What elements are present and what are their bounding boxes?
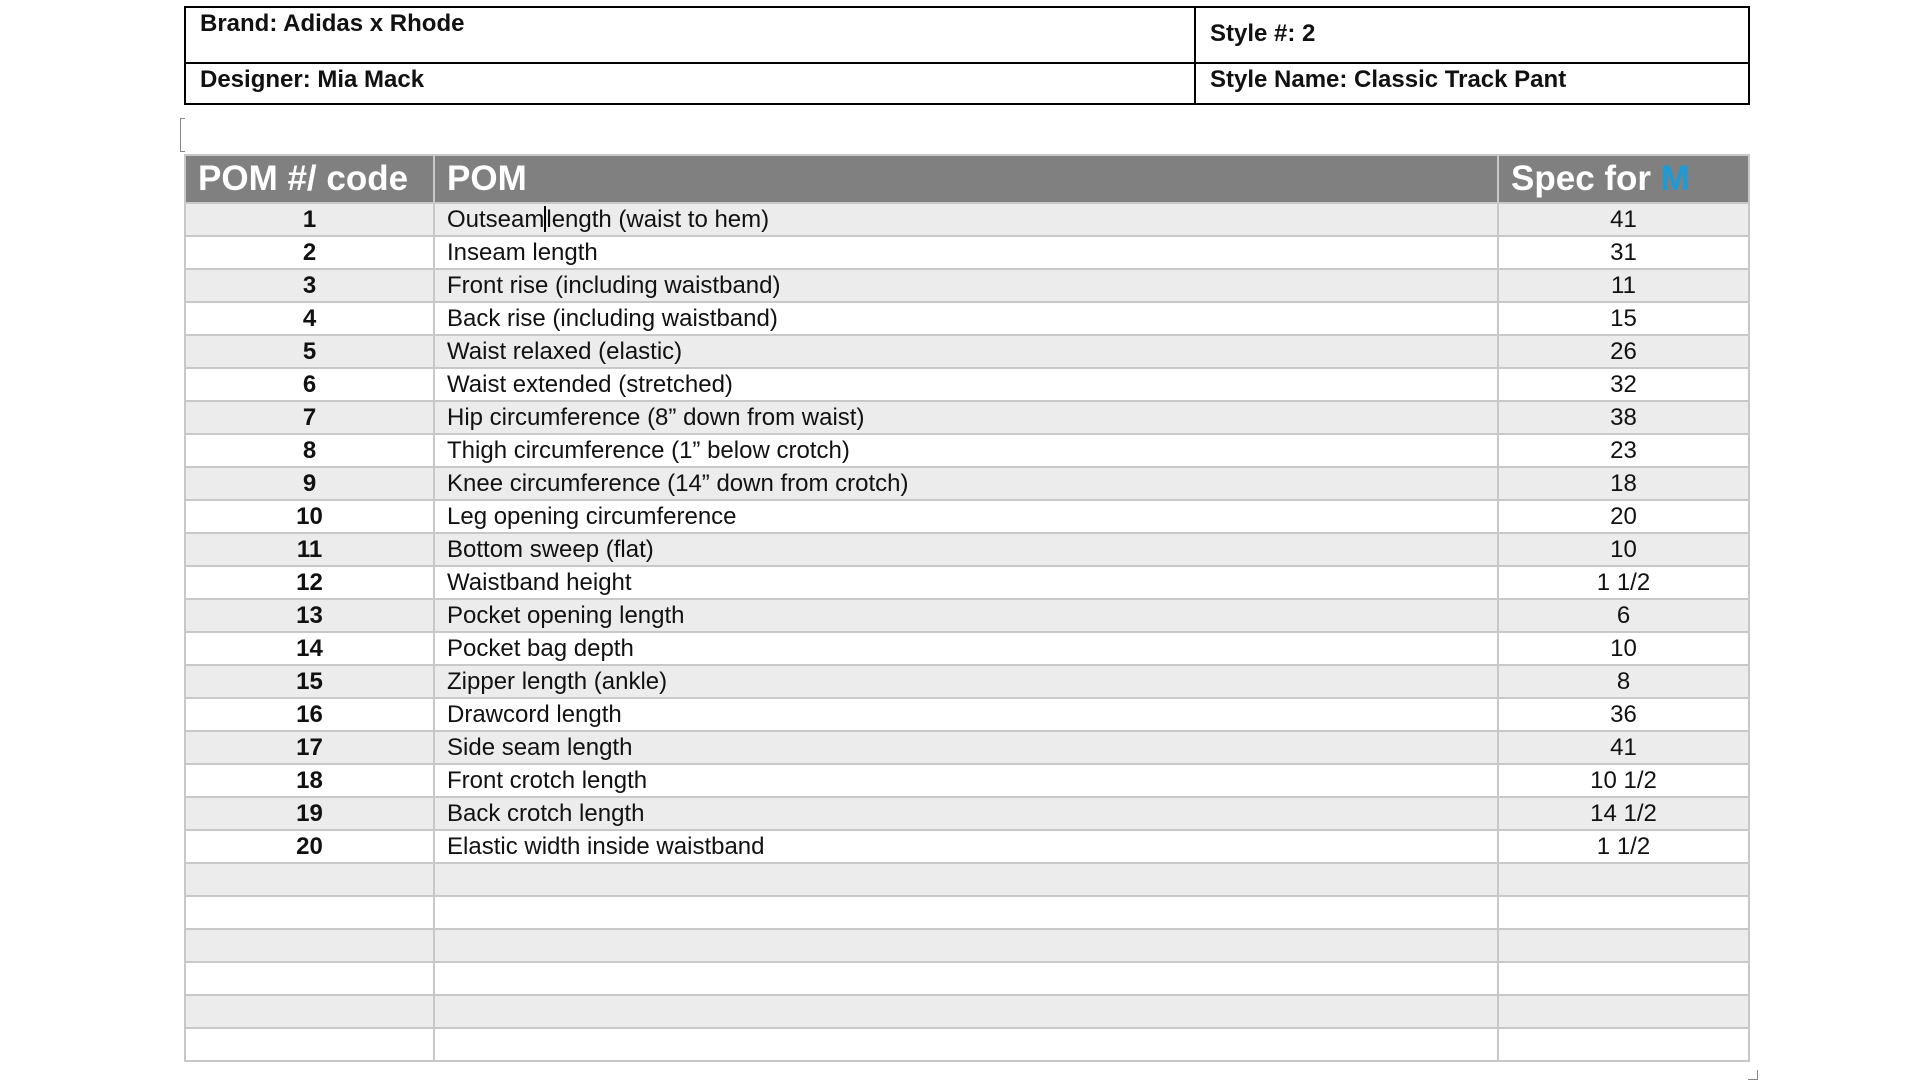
pom-code-cell[interactable]: 15	[185, 665, 434, 698]
empty-cell[interactable]	[1498, 929, 1749, 962]
empty-table-row	[185, 896, 1749, 929]
empty-cell[interactable]	[434, 863, 1498, 896]
empty-cell[interactable]	[1498, 863, 1749, 896]
pom-description-cell[interactable]: Zipper length (ankle)	[434, 665, 1498, 698]
table-row	[185, 665, 1749, 698]
pom-code-cell[interactable]: 2	[185, 236, 434, 269]
table-row	[185, 236, 1749, 269]
empty-table-row	[185, 929, 1749, 962]
pom-code-cell[interactable]: 1	[185, 203, 434, 236]
empty-cell[interactable]	[185, 929, 434, 962]
empty-cell[interactable]	[434, 995, 1498, 1028]
paragraph-mark	[180, 118, 185, 152]
table-row	[185, 632, 1749, 665]
empty-cell[interactable]	[185, 995, 434, 1028]
pom-spec-cell[interactable]: 1 1/2	[1498, 830, 1749, 863]
pom-description-cell[interactable]: Drawcord length	[434, 698, 1498, 731]
table-row	[185, 566, 1749, 599]
empty-table-row	[185, 863, 1749, 896]
empty-table-row	[185, 995, 1749, 1028]
pom-spec-cell[interactable]: 1 1/2	[1498, 566, 1749, 599]
style-number-cell[interactable]: Style #: 2	[1195, 7, 1749, 63]
pom-description-cell[interactable]: Front rise (including waistband)	[434, 269, 1498, 302]
table-row	[185, 599, 1749, 632]
pom-description-cell[interactable]	[434, 203, 1498, 236]
empty-cell[interactable]	[434, 962, 1498, 995]
table-row	[185, 434, 1749, 467]
pom-description-cell[interactable]: Back crotch length	[434, 797, 1498, 830]
empty-cell[interactable]	[434, 929, 1498, 962]
empty-table-row	[185, 1028, 1749, 1061]
page-corner-mark	[1748, 1070, 1758, 1080]
pom-code-cell[interactable]: 19	[185, 797, 434, 830]
table-row	[185, 269, 1749, 302]
pom-spec-cell[interactable]: 38	[1498, 401, 1749, 434]
pom-code-cell[interactable]: 3	[185, 269, 434, 302]
pom-description-cell[interactable]: Elastic width inside waistband	[434, 830, 1498, 863]
pom-spec-cell[interactable]: 36	[1498, 698, 1749, 731]
info-row-designer	[185, 63, 1749, 104]
pom-spec-cell[interactable]: 20	[1498, 500, 1749, 533]
pom-code-cell[interactable]: 14	[185, 632, 434, 665]
pom-code-cell[interactable]: 16	[185, 698, 434, 731]
table-row	[185, 698, 1749, 731]
pom-code-cell[interactable]: 7	[185, 401, 434, 434]
table-row	[185, 335, 1749, 368]
table-row	[185, 302, 1749, 335]
pom-description-text-end: length (waist to hem)	[546, 205, 770, 233]
column-header-spec[interactable]	[1498, 155, 1749, 203]
pom-spec-cell[interactable]: 41	[1498, 731, 1749, 764]
empty-table-row	[185, 962, 1749, 995]
pom-description-cell[interactable]: Side seam length	[434, 731, 1498, 764]
pom-description-cell[interactable]: Waist extended (stretched)	[434, 368, 1498, 401]
pom-code-cell[interactable]: 13	[185, 599, 434, 632]
pom-spec-cell[interactable]: 10	[1498, 533, 1749, 566]
table-row	[185, 764, 1749, 797]
empty-cell[interactable]	[185, 1028, 434, 1061]
pom-description-cell[interactable]: Thigh circumference (1” below crotch)	[434, 434, 1498, 467]
empty-cell[interactable]	[1498, 962, 1749, 995]
empty-cell[interactable]	[434, 1028, 1498, 1061]
pom-spec-cell[interactable]: 18	[1498, 467, 1749, 500]
pom-spec-cell[interactable]: 32	[1498, 368, 1749, 401]
empty-cell[interactable]	[1498, 896, 1749, 929]
style-name-cell[interactable]: Style Name: Classic Track Pant	[1195, 63, 1749, 104]
empty-cell[interactable]	[1498, 1028, 1749, 1061]
designer-cell[interactable]: Designer: Mia Mack	[185, 63, 1195, 104]
pom-spec-cell[interactable]: 23	[1498, 434, 1749, 467]
table-row	[185, 830, 1749, 863]
pom-spec-cell[interactable]: 10 1/2	[1498, 764, 1749, 797]
pom-spec-cell[interactable]: 8	[1498, 665, 1749, 698]
pom-spec-cell[interactable]: 10	[1498, 632, 1749, 665]
pom-description-cell[interactable]: Front crotch length	[434, 764, 1498, 797]
table-row	[185, 500, 1749, 533]
table-row	[185, 797, 1749, 830]
table-row	[185, 401, 1749, 434]
table-row	[185, 203, 1749, 236]
column-header-code[interactable]: POM #/ code	[185, 155, 434, 203]
pom-description-cell[interactable]: Pocket bag depth	[434, 632, 1498, 665]
pom-code-cell[interactable]: 11	[185, 533, 434, 566]
spec-header-size: M	[1660, 159, 1690, 198]
pom-spec-cell[interactable]: 6	[1498, 599, 1749, 632]
pom-code-cell[interactable]: 17	[185, 731, 434, 764]
pom-spec-cell[interactable]: 11	[1498, 269, 1749, 302]
pom-description-cell[interactable]: Waistband height	[434, 566, 1498, 599]
pom-code-cell[interactable]: 9	[185, 467, 434, 500]
table-row	[185, 467, 1749, 500]
pom-description-cell[interactable]: Waist relaxed (elastic)	[434, 335, 1498, 368]
pom-code-cell[interactable]: 8	[185, 434, 434, 467]
pom-code-cell[interactable]: 10	[185, 500, 434, 533]
pom-spec-cell[interactable]: 41	[1498, 203, 1749, 236]
table-row	[185, 731, 1749, 764]
pom-description-cell[interactable]: Inseam length	[434, 236, 1498, 269]
pom-description-cell[interactable]: Hip circumference (8” down from waist)	[434, 401, 1498, 434]
empty-cell[interactable]	[1498, 995, 1749, 1028]
table-row	[185, 533, 1749, 566]
pom-spec-cell[interactable]: 26	[1498, 335, 1749, 368]
pom-table-header-row	[185, 155, 1749, 203]
empty-cell[interactable]	[185, 896, 434, 929]
empty-cell[interactable]	[185, 863, 434, 896]
empty-cell[interactable]	[185, 962, 434, 995]
spec-header-prefix: Spec for	[1511, 159, 1661, 198]
pom-spec-cell[interactable]: 31	[1498, 236, 1749, 269]
pom-code-cell[interactable]: 6	[185, 368, 434, 401]
pom-spec-cell[interactable]: 14 1/2	[1498, 797, 1749, 830]
pom-description-cell[interactable]: Back rise (including waistband)	[434, 302, 1498, 335]
pom-description-text-start: Outseam	[447, 205, 545, 233]
pom-table	[184, 154, 1750, 1062]
brand-cell[interactable]: Brand: Adidas x Rhode	[185, 7, 1195, 63]
pom-description-cell[interactable]: Knee circumference (14” down from crotch)	[434, 467, 1498, 500]
pom-table-body	[185, 203, 1749, 1061]
pom-code-cell[interactable]: 12	[185, 566, 434, 599]
column-header-pom[interactable]: POM	[434, 155, 1498, 203]
pom-description-cell[interactable]: Leg opening circumference	[434, 500, 1498, 533]
pom-spec-cell[interactable]: 15	[1498, 302, 1749, 335]
pom-code-cell[interactable]: 18	[185, 764, 434, 797]
pom-code-cell[interactable]: 5	[185, 335, 434, 368]
empty-cell[interactable]	[434, 896, 1498, 929]
info-row-brand	[185, 7, 1749, 63]
pom-code-cell[interactable]: 20	[185, 830, 434, 863]
pom-description-cell[interactable]: Bottom sweep (flat)	[434, 533, 1498, 566]
pom-description-cell[interactable]: Pocket opening length	[434, 599, 1498, 632]
table-row	[185, 368, 1749, 401]
style-info-table	[184, 6, 1750, 105]
pom-code-cell[interactable]: 4	[185, 302, 434, 335]
